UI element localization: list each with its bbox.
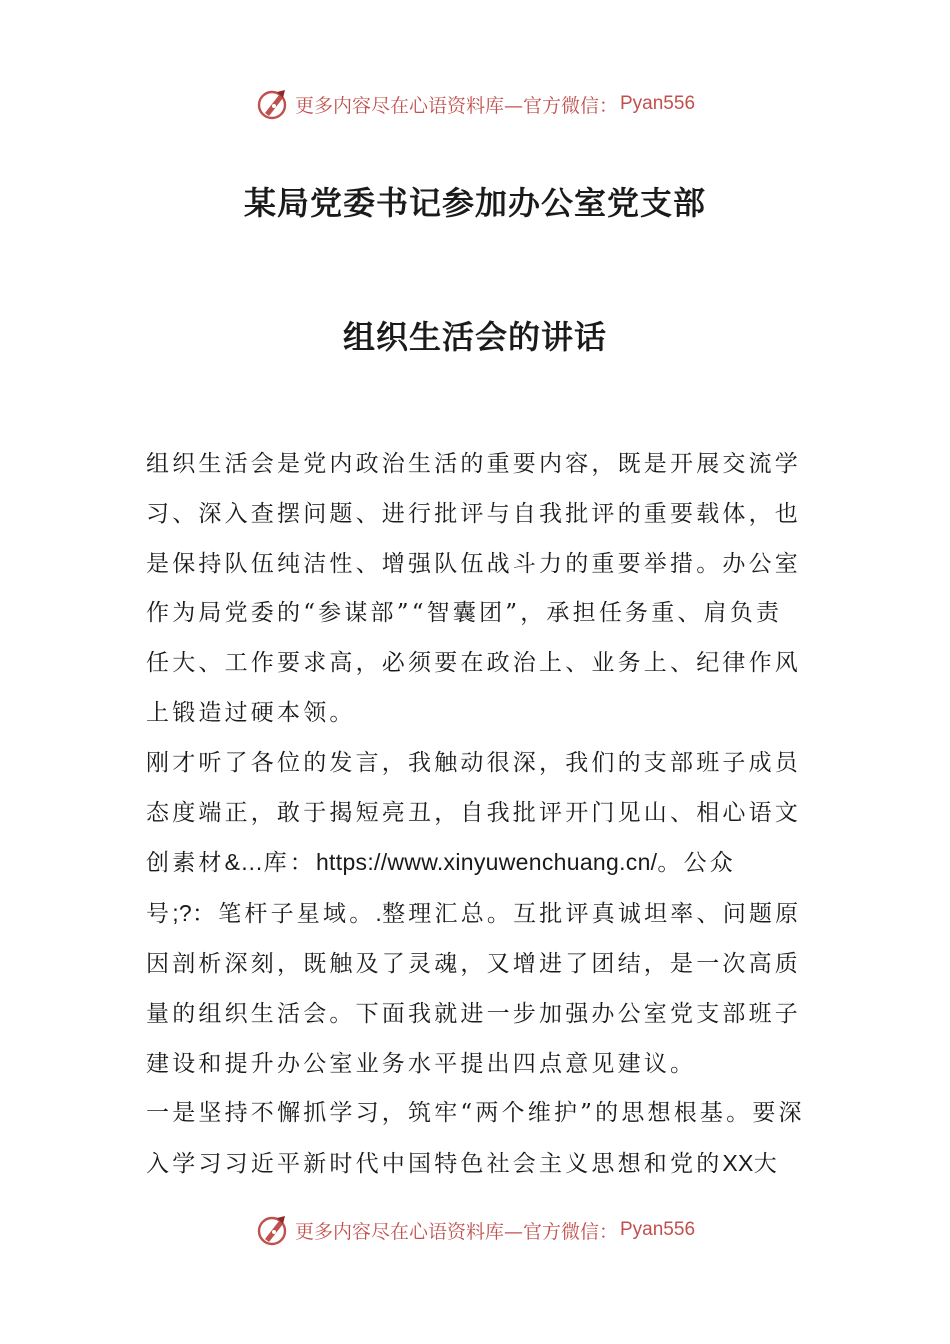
paragraph-2-symbols-c: . xyxy=(375,900,383,927)
pen-nib-circle-icon xyxy=(255,1212,291,1248)
document-title-line-2: 组织生活会的讲话 xyxy=(342,318,607,356)
paragraph-2-text-a: 刚才听了各位的发言，我触动很深，我们的支部班子成员态度端正，敢于揭短亮丑，自我批评开门见山、相心语文创素材 xyxy=(146,749,801,877)
header-watermark xyxy=(0,84,950,124)
paragraph-2-text-c: 。公众号 xyxy=(146,850,736,928)
footer-watermark xyxy=(0,1210,950,1250)
paragraph-3-text-a: 一是坚持不懈抓学习，筑牢“两个维护”的思想根基。要深入学习习近平新时代中国特色社会主义思想和党的 xyxy=(146,1100,805,1178)
watermark-text: 更多内容尽在心语资料库—官方微信： xyxy=(294,1220,618,1243)
document-title-line-1: 某局党委书记参加办公室党支部 xyxy=(243,184,706,222)
paragraph-2-text-e: 整理汇总。互批评真诚坦率、问题原因剖析深刻，既触及了灵魂，又增进了团结，是一次高质量的组织生活会。下面我就进一步加强办公室党支部班子建设和提升办公室业务水平提出四点意见建议。 xyxy=(146,901,802,1077)
paragraph-2-symbols-a: &… xyxy=(224,849,264,876)
paragraph-1: 组织生活会是党内政治生活的重要内容，既是开展交流学习、深入查摆问题、进行批评与自我批评的重要载体，也是保持队伍纯洁性、增强队伍战斗力的重要举措。办公室作为局党委的“参谋部”“智囊团”，承担任务重、肩负责任大、工作要求高，必须要在政治上、业务上、纪律作风上锻造过硬本领。 xyxy=(146,451,801,726)
paragraph-2-text-d: ：笔杆子星域。 xyxy=(192,901,376,928)
document-body xyxy=(146,440,808,1190)
paragraph-3-text-b: 大 xyxy=(753,1151,780,1178)
pen-nib-circle-icon xyxy=(255,86,291,122)
paragraph-3-number: XX xyxy=(722,1150,754,1177)
source-url: https://www.xinyuwenchuang.cn/ xyxy=(315,849,658,876)
watermark-handle: Pyan556 xyxy=(620,1219,696,1240)
paragraph-2-text-b: 库： xyxy=(263,850,316,877)
watermark-handle: Pyan556 xyxy=(620,93,696,114)
watermark-text: 更多内容尽在心语资料库—官方微信： xyxy=(294,94,618,117)
paragraph-2-symbols-b: ;? xyxy=(172,900,192,927)
paragraph-3 xyxy=(146,1089,808,1190)
paragraph-2 xyxy=(146,739,808,1090)
